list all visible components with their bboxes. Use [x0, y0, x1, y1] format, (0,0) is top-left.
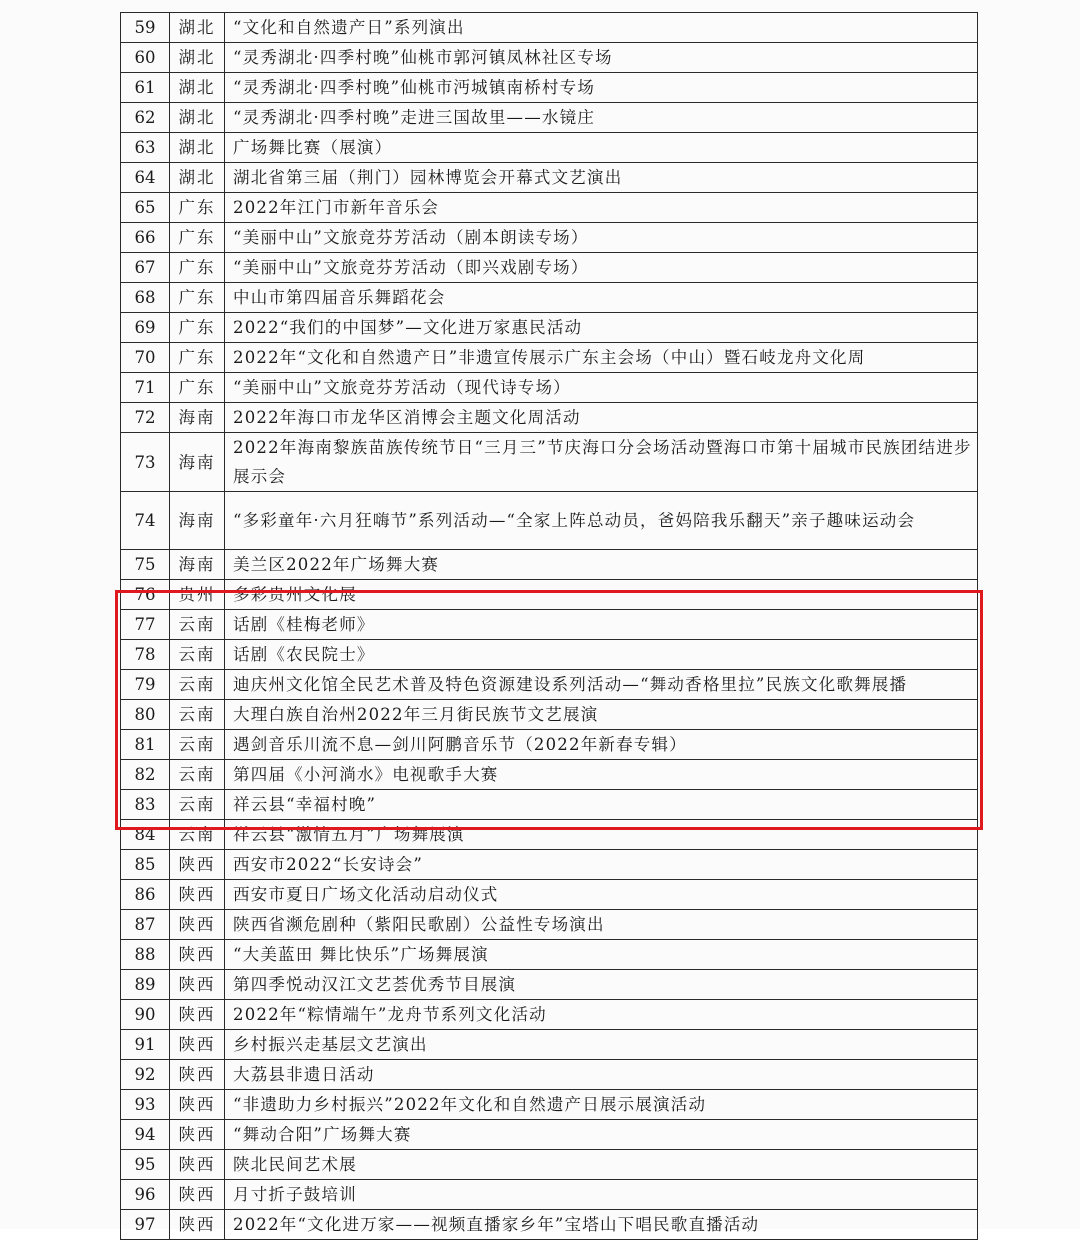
row-number: 92: [121, 1060, 170, 1090]
row-number: 83: [121, 790, 170, 820]
row-province: 湖北: [170, 133, 225, 163]
row-event-name: 第四届《小河淌水》电视歌手大赛: [225, 760, 978, 790]
table-row: [121, 1030, 978, 1060]
row-number: 85: [121, 850, 170, 880]
row-event-name: 2022年“文化和自然遗产日”非遗宣传展示广东主会场（中山）暨石岐龙舟文化周: [225, 343, 978, 373]
row-event-name: “多彩童年·六月狂嗨节”系列活动—“全家上阵总动员，爸妈陪我乐翻天”亲子趣味运动会: [225, 492, 978, 550]
row-number: 86: [121, 880, 170, 910]
event-list-body: [121, 13, 978, 1240]
row-event-name: “舞动合阳”广场舞大赛: [225, 1120, 978, 1150]
table-row: [121, 133, 978, 163]
table-row: [121, 1120, 978, 1150]
row-province: 陕西: [170, 1210, 225, 1240]
row-event-name: “灵秀湖北·四季村晚”仙桃市郭河镇凤林社区专场: [225, 43, 978, 73]
table-row: [121, 550, 978, 580]
table-row: [121, 760, 978, 790]
table-row: [121, 850, 978, 880]
table-row: [121, 640, 978, 670]
row-number: 88: [121, 940, 170, 970]
row-event-name: 迪庆州文化馆全民艺术普及特色资源建设系列活动—“舞动香格里拉”民族文化歌舞展播: [225, 670, 978, 700]
row-event-name: 陕北民间艺术展: [225, 1150, 978, 1180]
table-row: [121, 433, 978, 492]
row-province: 陕西: [170, 910, 225, 940]
row-event-name: “文化和自然遗产日”系列演出: [225, 13, 978, 43]
table-row: [121, 670, 978, 700]
table-row: [121, 580, 978, 610]
row-event-name: 2022年江门市新年音乐会: [225, 193, 978, 223]
row-event-name: 2022年“文化进万家——视频直播家乡年”宝塔山下唱民歌直播活动: [225, 1210, 978, 1240]
row-province: 陕西: [170, 1030, 225, 1060]
row-number: 79: [121, 670, 170, 700]
row-province: 湖北: [170, 73, 225, 103]
row-number: 73: [121, 433, 170, 492]
row-province: 云南: [170, 820, 225, 850]
event-list-table: [120, 12, 978, 1240]
row-province: 云南: [170, 760, 225, 790]
table-row: [121, 970, 978, 1000]
row-number: 95: [121, 1150, 170, 1180]
row-number: 67: [121, 253, 170, 283]
row-number: 61: [121, 73, 170, 103]
row-number: 59: [121, 13, 170, 43]
row-number: 64: [121, 163, 170, 193]
row-number: 68: [121, 283, 170, 313]
row-number: 97: [121, 1210, 170, 1240]
row-number: 69: [121, 313, 170, 343]
row-number: 84: [121, 820, 170, 850]
row-province: 云南: [170, 670, 225, 700]
row-province: 广东: [170, 373, 225, 403]
row-number: 90: [121, 1000, 170, 1030]
row-number: 78: [121, 640, 170, 670]
table-row: [121, 1000, 978, 1030]
row-event-name: 西安市夏日广场文化活动启动仪式: [225, 880, 978, 910]
row-event-name: 湖北省第三届（荆门）园林博览会开幕式文艺演出: [225, 163, 978, 193]
row-province: 广东: [170, 193, 225, 223]
row-province: 陕西: [170, 1000, 225, 1030]
row-event-name: 西安市2022“长安诗会”: [225, 850, 978, 880]
row-event-name: 大理白族自治州2022年三月街民族节文艺展演: [225, 700, 978, 730]
row-province: 广东: [170, 253, 225, 283]
row-number: 72: [121, 403, 170, 433]
row-province: 陕西: [170, 1120, 225, 1150]
row-event-name: 多彩贵州文化展: [225, 580, 978, 610]
table-row: [121, 283, 978, 313]
row-event-name: 2022年“粽情端午”龙舟节系列文化活动: [225, 1000, 978, 1030]
row-province: 海南: [170, 433, 225, 492]
table-row: [121, 403, 978, 433]
row-event-name: 第四季悦动汉江文艺荟优秀节目展演: [225, 970, 978, 1000]
row-province: 陕西: [170, 880, 225, 910]
row-event-name: “美丽中山”文旅竞芬芳活动（现代诗专场）: [225, 373, 978, 403]
row-number: 65: [121, 193, 170, 223]
table-row: [121, 103, 978, 133]
row-province: 陕西: [170, 1150, 225, 1180]
row-number: 76: [121, 580, 170, 610]
table-row: [121, 880, 978, 910]
row-number: 91: [121, 1030, 170, 1060]
row-province: 海南: [170, 403, 225, 433]
table-row: [121, 1060, 978, 1090]
row-province: 贵州: [170, 580, 225, 610]
row-province: 广东: [170, 313, 225, 343]
row-number: 71: [121, 373, 170, 403]
table-row: [121, 13, 978, 43]
row-province: 陕西: [170, 940, 225, 970]
row-province: 陕西: [170, 1180, 225, 1210]
row-province: 陕西: [170, 1060, 225, 1090]
table-row: [121, 790, 978, 820]
table-row: [121, 940, 978, 970]
row-number: 63: [121, 133, 170, 163]
table-row: [121, 223, 978, 253]
row-event-name: 月寸折子鼓培训: [225, 1180, 978, 1210]
row-event-name: 广场舞比赛（展演）: [225, 133, 978, 163]
row-province: 陕西: [170, 970, 225, 1000]
table-row: [121, 193, 978, 223]
table-row: [121, 492, 978, 550]
row-province: 广东: [170, 343, 225, 373]
row-number: 94: [121, 1120, 170, 1150]
row-event-name: 2022年海南黎族苗族传统节日“三月三”节庆海口分会场活动暨海口市第十届城市民族团结进步展示会: [225, 433, 978, 492]
row-province: 湖北: [170, 103, 225, 133]
row-number: 89: [121, 970, 170, 1000]
row-province: 湖北: [170, 163, 225, 193]
table-row: [121, 1180, 978, 1210]
row-event-name: 大荔县非遗日活动: [225, 1060, 978, 1090]
table-row: [121, 253, 978, 283]
row-number: 87: [121, 910, 170, 940]
table-row: [121, 73, 978, 103]
row-province: 云南: [170, 610, 225, 640]
table-row: [121, 910, 978, 940]
table-row: [121, 343, 978, 373]
row-event-name: 陕西省濒危剧种（紫阳民歌剧）公益性专场演出: [225, 910, 978, 940]
row-number: 77: [121, 610, 170, 640]
table-row: [121, 1150, 978, 1180]
row-event-name: 话剧《桂梅老师》: [225, 610, 978, 640]
row-province: 海南: [170, 550, 225, 580]
table-row: [121, 163, 978, 193]
table-row: [121, 700, 978, 730]
row-event-name: 2022年海口市龙华区消博会主题文化周活动: [225, 403, 978, 433]
table-row: [121, 373, 978, 403]
row-number: 82: [121, 760, 170, 790]
row-event-name: “美丽中山”文旅竞芬芳活动（剧本朗读专场）: [225, 223, 978, 253]
row-province: 陕西: [170, 1090, 225, 1120]
table-row: [121, 1210, 978, 1240]
row-province: 湖北: [170, 13, 225, 43]
row-province: 湖北: [170, 43, 225, 73]
row-number: 74: [121, 492, 170, 550]
row-province: 广东: [170, 283, 225, 313]
row-event-name: “灵秀湖北·四季村晚”走进三国故里——水镜庄: [225, 103, 978, 133]
row-number: 62: [121, 103, 170, 133]
row-province: 云南: [170, 790, 225, 820]
row-event-name: 话剧《农民院士》: [225, 640, 978, 670]
row-event-name: 祥云县“幸福村晚”: [225, 790, 978, 820]
row-event-name: 乡村振兴走基层文艺演出: [225, 1030, 978, 1060]
table-row: [121, 820, 978, 850]
row-province: 陕西: [170, 850, 225, 880]
row-event-name: 美兰区2022年广场舞大赛: [225, 550, 978, 580]
row-event-name: 2022“我们的中国梦”—文化进万家惠民活动: [225, 313, 978, 343]
table-row: [121, 1090, 978, 1120]
row-number: 60: [121, 43, 170, 73]
row-event-name: 遇剑音乐川流不息—剑川阿鹏音乐节（2022年新春专辑）: [225, 730, 978, 760]
row-number: 75: [121, 550, 170, 580]
table-row: [121, 730, 978, 760]
row-event-name: “非遗助力乡村振兴”2022年文化和自然遗产日展示展演活动: [225, 1090, 978, 1120]
row-number: 93: [121, 1090, 170, 1120]
row-event-name: “灵秀湖北·四季村晚”仙桃市沔城镇南桥村专场: [225, 73, 978, 103]
row-province: 云南: [170, 640, 225, 670]
table-row: [121, 43, 978, 73]
row-event-name: 祥云县“激情五月”广场舞展演: [225, 820, 978, 850]
table-row: [121, 610, 978, 640]
row-province: 云南: [170, 730, 225, 760]
table-row: [121, 313, 978, 343]
row-number: 80: [121, 700, 170, 730]
row-number: 81: [121, 730, 170, 760]
row-event-name: 中山市第四届音乐舞蹈花会: [225, 283, 978, 313]
row-event-name: “美丽中山”文旅竞芬芳活动（即兴戏剧专场）: [225, 253, 978, 283]
row-event-name: “大美蓝田 舞比快乐”广场舞展演: [225, 940, 978, 970]
row-number: 66: [121, 223, 170, 253]
row-province: 云南: [170, 700, 225, 730]
row-number: 96: [121, 1180, 170, 1210]
row-province: 广东: [170, 223, 225, 253]
row-number: 70: [121, 343, 170, 373]
row-province: 海南: [170, 492, 225, 550]
